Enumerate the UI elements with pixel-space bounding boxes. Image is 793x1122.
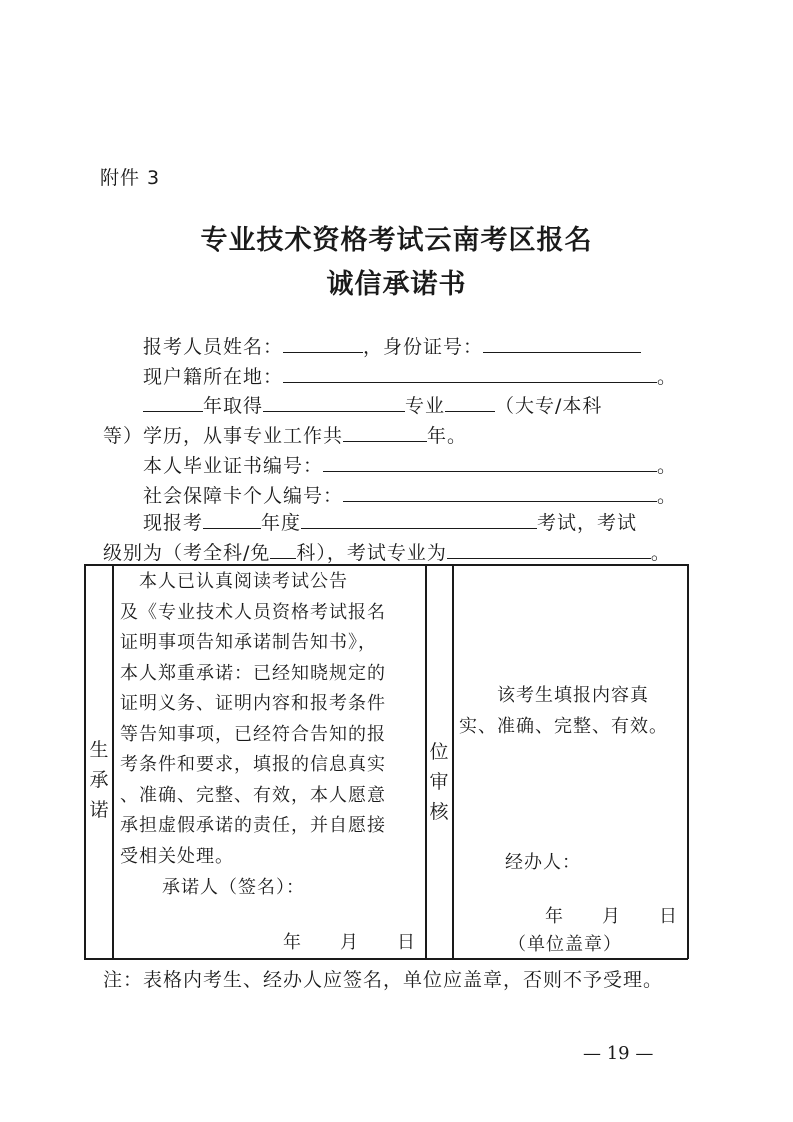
social-label: 社会保障卡个人编号： <box>143 485 344 507</box>
name-id-line <box>143 332 641 359</box>
year-obtained-label: 年取得 <box>203 395 264 417</box>
seal-label: （单位盖章） <box>508 934 622 955</box>
id-label: ，身份证号： <box>363 336 484 358</box>
cert-line <box>143 451 677 478</box>
period: 。 <box>657 455 678 477</box>
handler-label[interactable]: 经办人： <box>505 852 581 873</box>
review-line: 该考生填报内容真 <box>459 685 649 706</box>
table-left-border <box>84 564 86 959</box>
years-suffix: 年。 <box>427 425 468 447</box>
work-years-field[interactable] <box>343 423 427 442</box>
name-field[interactable] <box>283 334 363 353</box>
table-right-border <box>687 564 689 959</box>
apply-label: 现报考 <box>143 512 204 534</box>
period: 。 <box>650 542 671 564</box>
school-field[interactable] <box>263 393 405 412</box>
exam-name-field[interactable] <box>301 510 537 529</box>
unit-review-label: 位 审 核 <box>429 741 449 823</box>
household-label: 现户籍所在地： <box>143 366 284 388</box>
degree-line <box>143 391 602 418</box>
page-subtitle: 诚信承诺书 <box>326 269 467 300</box>
household-line <box>143 362 677 389</box>
social-number-field[interactable] <box>343 483 657 502</box>
level-label: 级别为（考全科/免 <box>103 542 271 564</box>
table-divider-1 <box>112 564 114 959</box>
page-title: 专业技术资格考试云南考区报名 <box>200 225 593 256</box>
pledge-line: 受相关处理。 <box>120 845 234 867</box>
period: 。 <box>657 485 678 507</box>
candidate-pledge-label: 生 承 诺 <box>89 739 109 821</box>
table-top-border <box>84 564 688 566</box>
pledge-line: 等告知事项，已经符合告知的报 <box>120 723 386 745</box>
signer-label[interactable]: 承诺人（签名）： <box>162 877 305 898</box>
pledge-line: 证明事项告知承诺制告知书》， <box>120 632 377 653</box>
review-text <box>459 681 668 742</box>
pledge-line: 、准确、完整、有效，本人愿意 <box>120 784 386 806</box>
pledge-line: 考条件和要求，填报的信息真实 <box>120 754 386 775</box>
social-line <box>143 481 677 508</box>
level-mid-label: 科），考试专业为 <box>296 542 447 564</box>
pledge-line: 本人郑重承诺：已经知晓规定的 <box>120 662 386 684</box>
id-number-field[interactable] <box>483 334 641 353</box>
degree-cont-label: 等）学历，从事专业工作共 <box>103 425 344 447</box>
exam-label: 考试，考试 <box>537 512 638 534</box>
degree-paren: （大专/本科 <box>495 395 603 417</box>
major-label: 专业 <box>405 395 446 417</box>
attachment-label: 附件 3 <box>100 167 161 189</box>
exam-year-field[interactable] <box>203 510 261 529</box>
period: 。 <box>657 366 678 388</box>
cert-label: 本人毕业证书编号： <box>143 455 324 477</box>
graduation-year-field[interactable] <box>143 393 203 412</box>
pledge-date[interactable]: 年 月 日 <box>283 932 416 953</box>
pledge-line: 承担虚假承诺的责任，并自愿接 <box>120 815 386 836</box>
review-date[interactable]: 年 月 日 <box>545 906 678 927</box>
year-label: 年度 <box>261 512 302 534</box>
work-years-line <box>103 421 467 448</box>
exam-major-field[interactable] <box>447 540 651 559</box>
cert-number-field[interactable] <box>323 453 657 472</box>
review-line: 实、准确、完整、有效。 <box>459 715 668 737</box>
name-label: 报考人员姓名： <box>143 336 284 358</box>
apply-line <box>143 508 637 535</box>
page-number: — 19 — <box>583 1043 654 1064</box>
footnote: 注：表格内考生、经办人应签名，单位应盖章，否则不予受理。 <box>103 969 664 991</box>
pledge-line: 本人已认真阅读考试公告 <box>120 571 348 592</box>
table-divider-3 <box>452 564 454 959</box>
pledge-line: 证明义务、证明内容和报考条件 <box>120 693 386 714</box>
pledge-text <box>120 567 386 872</box>
level-line <box>103 538 671 565</box>
exempt-subjects-field[interactable] <box>270 540 296 559</box>
major-field[interactable] <box>445 393 495 412</box>
household-field[interactable] <box>283 364 657 383</box>
pledge-line: 及《专业技术人员资格考试报名 <box>120 601 386 623</box>
